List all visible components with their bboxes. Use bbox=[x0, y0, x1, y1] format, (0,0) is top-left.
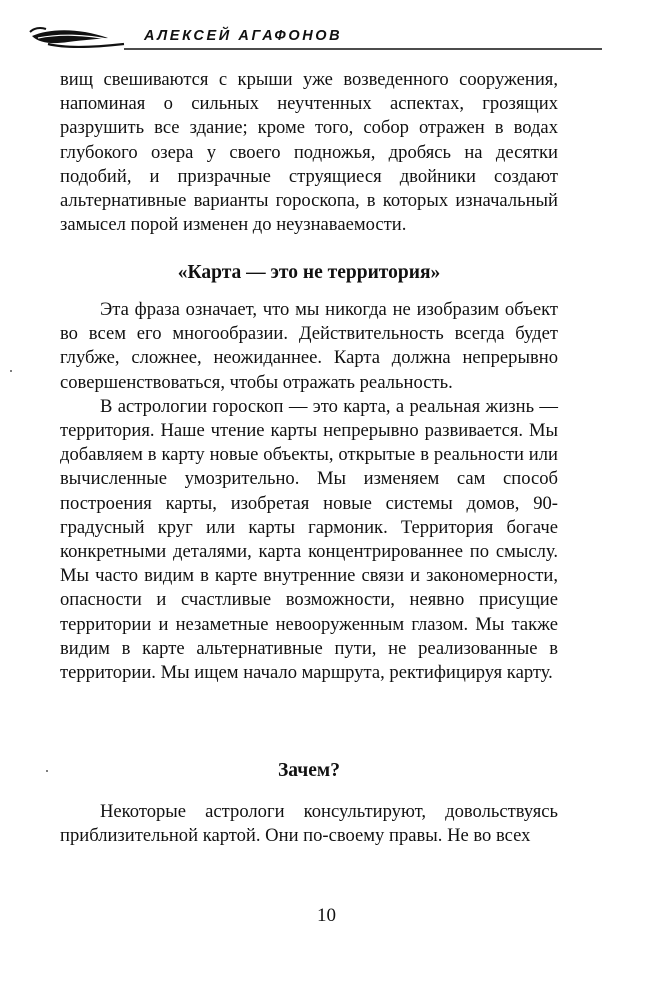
running-header bbox=[28, 22, 602, 56]
section1-body bbox=[60, 298, 558, 685]
section-heading-map-territory: «Карта — это не территория» bbox=[177, 262, 441, 283]
page-number: 10 bbox=[317, 905, 336, 926]
scan-speck bbox=[46, 770, 48, 772]
intro-paragraph-block bbox=[60, 68, 558, 237]
section2-paragraph-1: Некоторые астрологи консультируют, довольствуясь приблизительной картой. Они по-своему правы. Не во всех bbox=[60, 801, 558, 847]
section2-body bbox=[60, 800, 558, 848]
section1-paragraph-1: Эта фраза означает, что мы никогда не изобразим объект во всем его многообразии. Действительность всегда будет глубже, сложнее, неожиданнее. Карта должна непрерывно совершенствоваться, чтобы отражать реальность. bbox=[60, 299, 558, 393]
header-author-name: АЛЕКСЕЙ АГАФОНОВ bbox=[144, 28, 343, 44]
section1-paragraph-2: В астрологии гороскоп — это карта, а реальная жизнь — территория. Наше чтение карты непрерывно развивается. Мы добавляем в карту новые объекты, открытые в реальности или вычисленные умозрительно. Мы изменяем сам способ построения карты, изобретая новые системы домов, 90-градусный круг или карты гармоник. Территория богаче конкретными деталями, карта концентрированнее по смыслу. Мы часто видим в карте внутренние связи и закономерности, опасности и счастливые возможности, неявно присущие территории и незаметные невооруженным глазом. Мы также видим в карте альтернативные пути, не реализованные в территории. Мы ищем начало маршрута, ректифицируя карту. bbox=[60, 395, 558, 684]
intro-paragraph: вищ свешиваются с крыши уже возведенного сооружения, напоминая о сильных неучтенных аспектах, грозящих разрушить все здание; кроме того, собор отражен в водах глубокого озера у своего подножья, дробясь на десятки подобий, и призрачные струящиеся двойники создают альтернативные варианты гороскопа, в которых изначальный замысел порой изменен до неузнаваемости. bbox=[60, 69, 558, 236]
section-heading-why: Зачем? bbox=[278, 760, 340, 781]
scan-speck bbox=[10, 370, 12, 372]
